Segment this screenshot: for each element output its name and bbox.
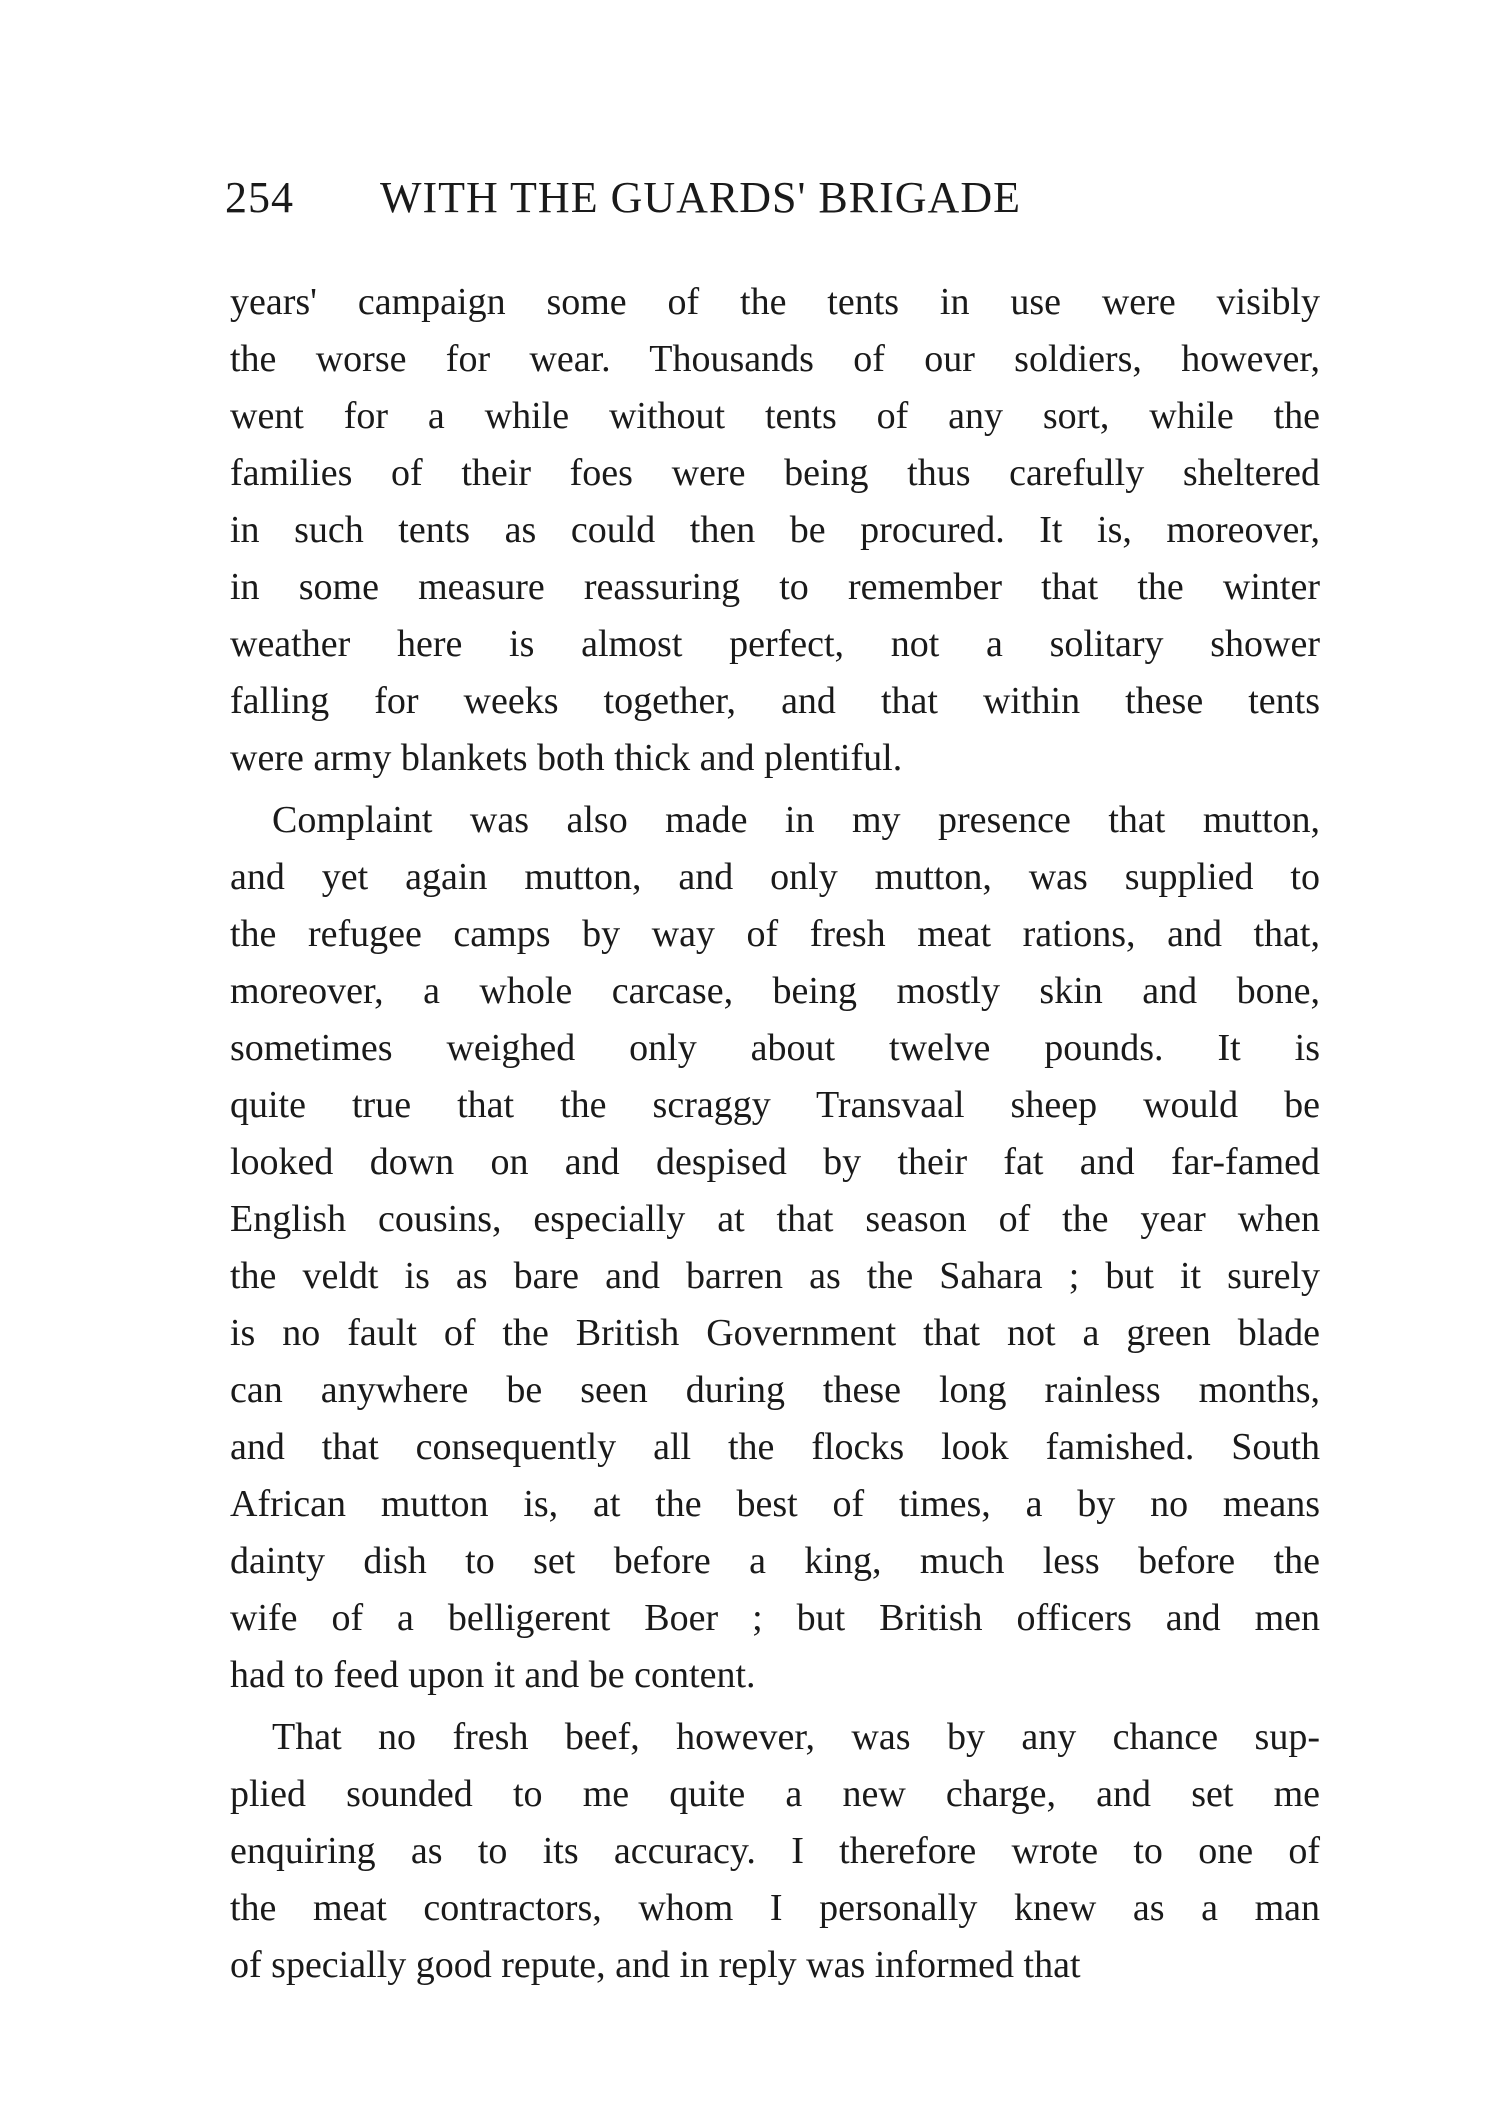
- text-line: moreover, a whole carcase, being mostly skin and bone,: [230, 970, 1320, 1012]
- body-text: [230, 274, 1320, 1994]
- text-line: had to feed upon it and be content.: [230, 1654, 756, 1696]
- paragraph: [230, 274, 1320, 787]
- text-line: sometimes weighed only about twelve pounds. It is: [230, 1027, 1320, 1069]
- text-line: Complaint was also made in my presence that mutton,: [272, 799, 1320, 841]
- paragraph: [230, 1709, 1320, 1994]
- text-line: That no fresh beef, however, was by any chance sup-: [272, 1716, 1320, 1758]
- text-line: weather here is almost perfect, not a solitary shower: [230, 623, 1320, 665]
- running-title: WITH THE GUARDS' BRIGADE: [380, 173, 1021, 222]
- text-line: plied sounded to me quite a new charge, and set me: [230, 1773, 1320, 1815]
- text-line: English cousins, especially at that season of the year when: [230, 1198, 1320, 1240]
- text-line: can anywhere be seen during these long rainless months,: [230, 1369, 1320, 1411]
- text-line: the veldt is as bare and barren as the Sahara ; but it surely: [230, 1255, 1320, 1297]
- text-line: quite true that the scraggy Transvaal sheep would be: [230, 1084, 1320, 1126]
- text-line: the refugee camps by way of fresh meat rations, and that,: [230, 913, 1320, 955]
- paragraph: [230, 792, 1320, 1704]
- text-line: enquiring as to its accuracy. I therefore wrote to one of: [230, 1830, 1320, 1872]
- text-line: and that consequently all the flocks look famished. South: [230, 1426, 1320, 1468]
- page-number: 254: [225, 173, 294, 222]
- text-line: of specially good repute, and in reply was informed that: [230, 1944, 1081, 1986]
- text-line: years' campaign some of the tents in use were visibly: [230, 281, 1320, 323]
- text-line: in such tents as could then be procured. It is, moreover,: [230, 509, 1320, 551]
- text-line: the worse for wear. Thousands of our soldiers, however,: [230, 338, 1320, 380]
- text-line: looked down on and despised by their fat and far-famed: [230, 1141, 1320, 1183]
- text-line: the meat contractors, whom I personally knew as a man: [230, 1887, 1320, 1929]
- text-line: African mutton is, at the best of times, a by no means: [230, 1483, 1320, 1525]
- text-line: is no fault of the British Government that not a green blade: [230, 1312, 1320, 1354]
- running-head: [225, 172, 1325, 232]
- text-line: were army blankets both thick and plentiful.: [230, 737, 903, 779]
- text-line: families of their foes were being thus carefully sheltered: [230, 452, 1320, 494]
- text-line: in some measure reassuring to remember that the winter: [230, 566, 1320, 608]
- text-line: and yet again mutton, and only mutton, was supplied to: [230, 856, 1320, 898]
- text-line: went for a while without tents of any sort, while the: [230, 395, 1320, 437]
- text-line: dainty dish to set before a king, much less before the: [230, 1540, 1320, 1582]
- text-line: wife of a belligerent Boer ; but British officers and men: [230, 1597, 1320, 1639]
- text-line: falling for weeks together, and that within these tents: [230, 680, 1320, 722]
